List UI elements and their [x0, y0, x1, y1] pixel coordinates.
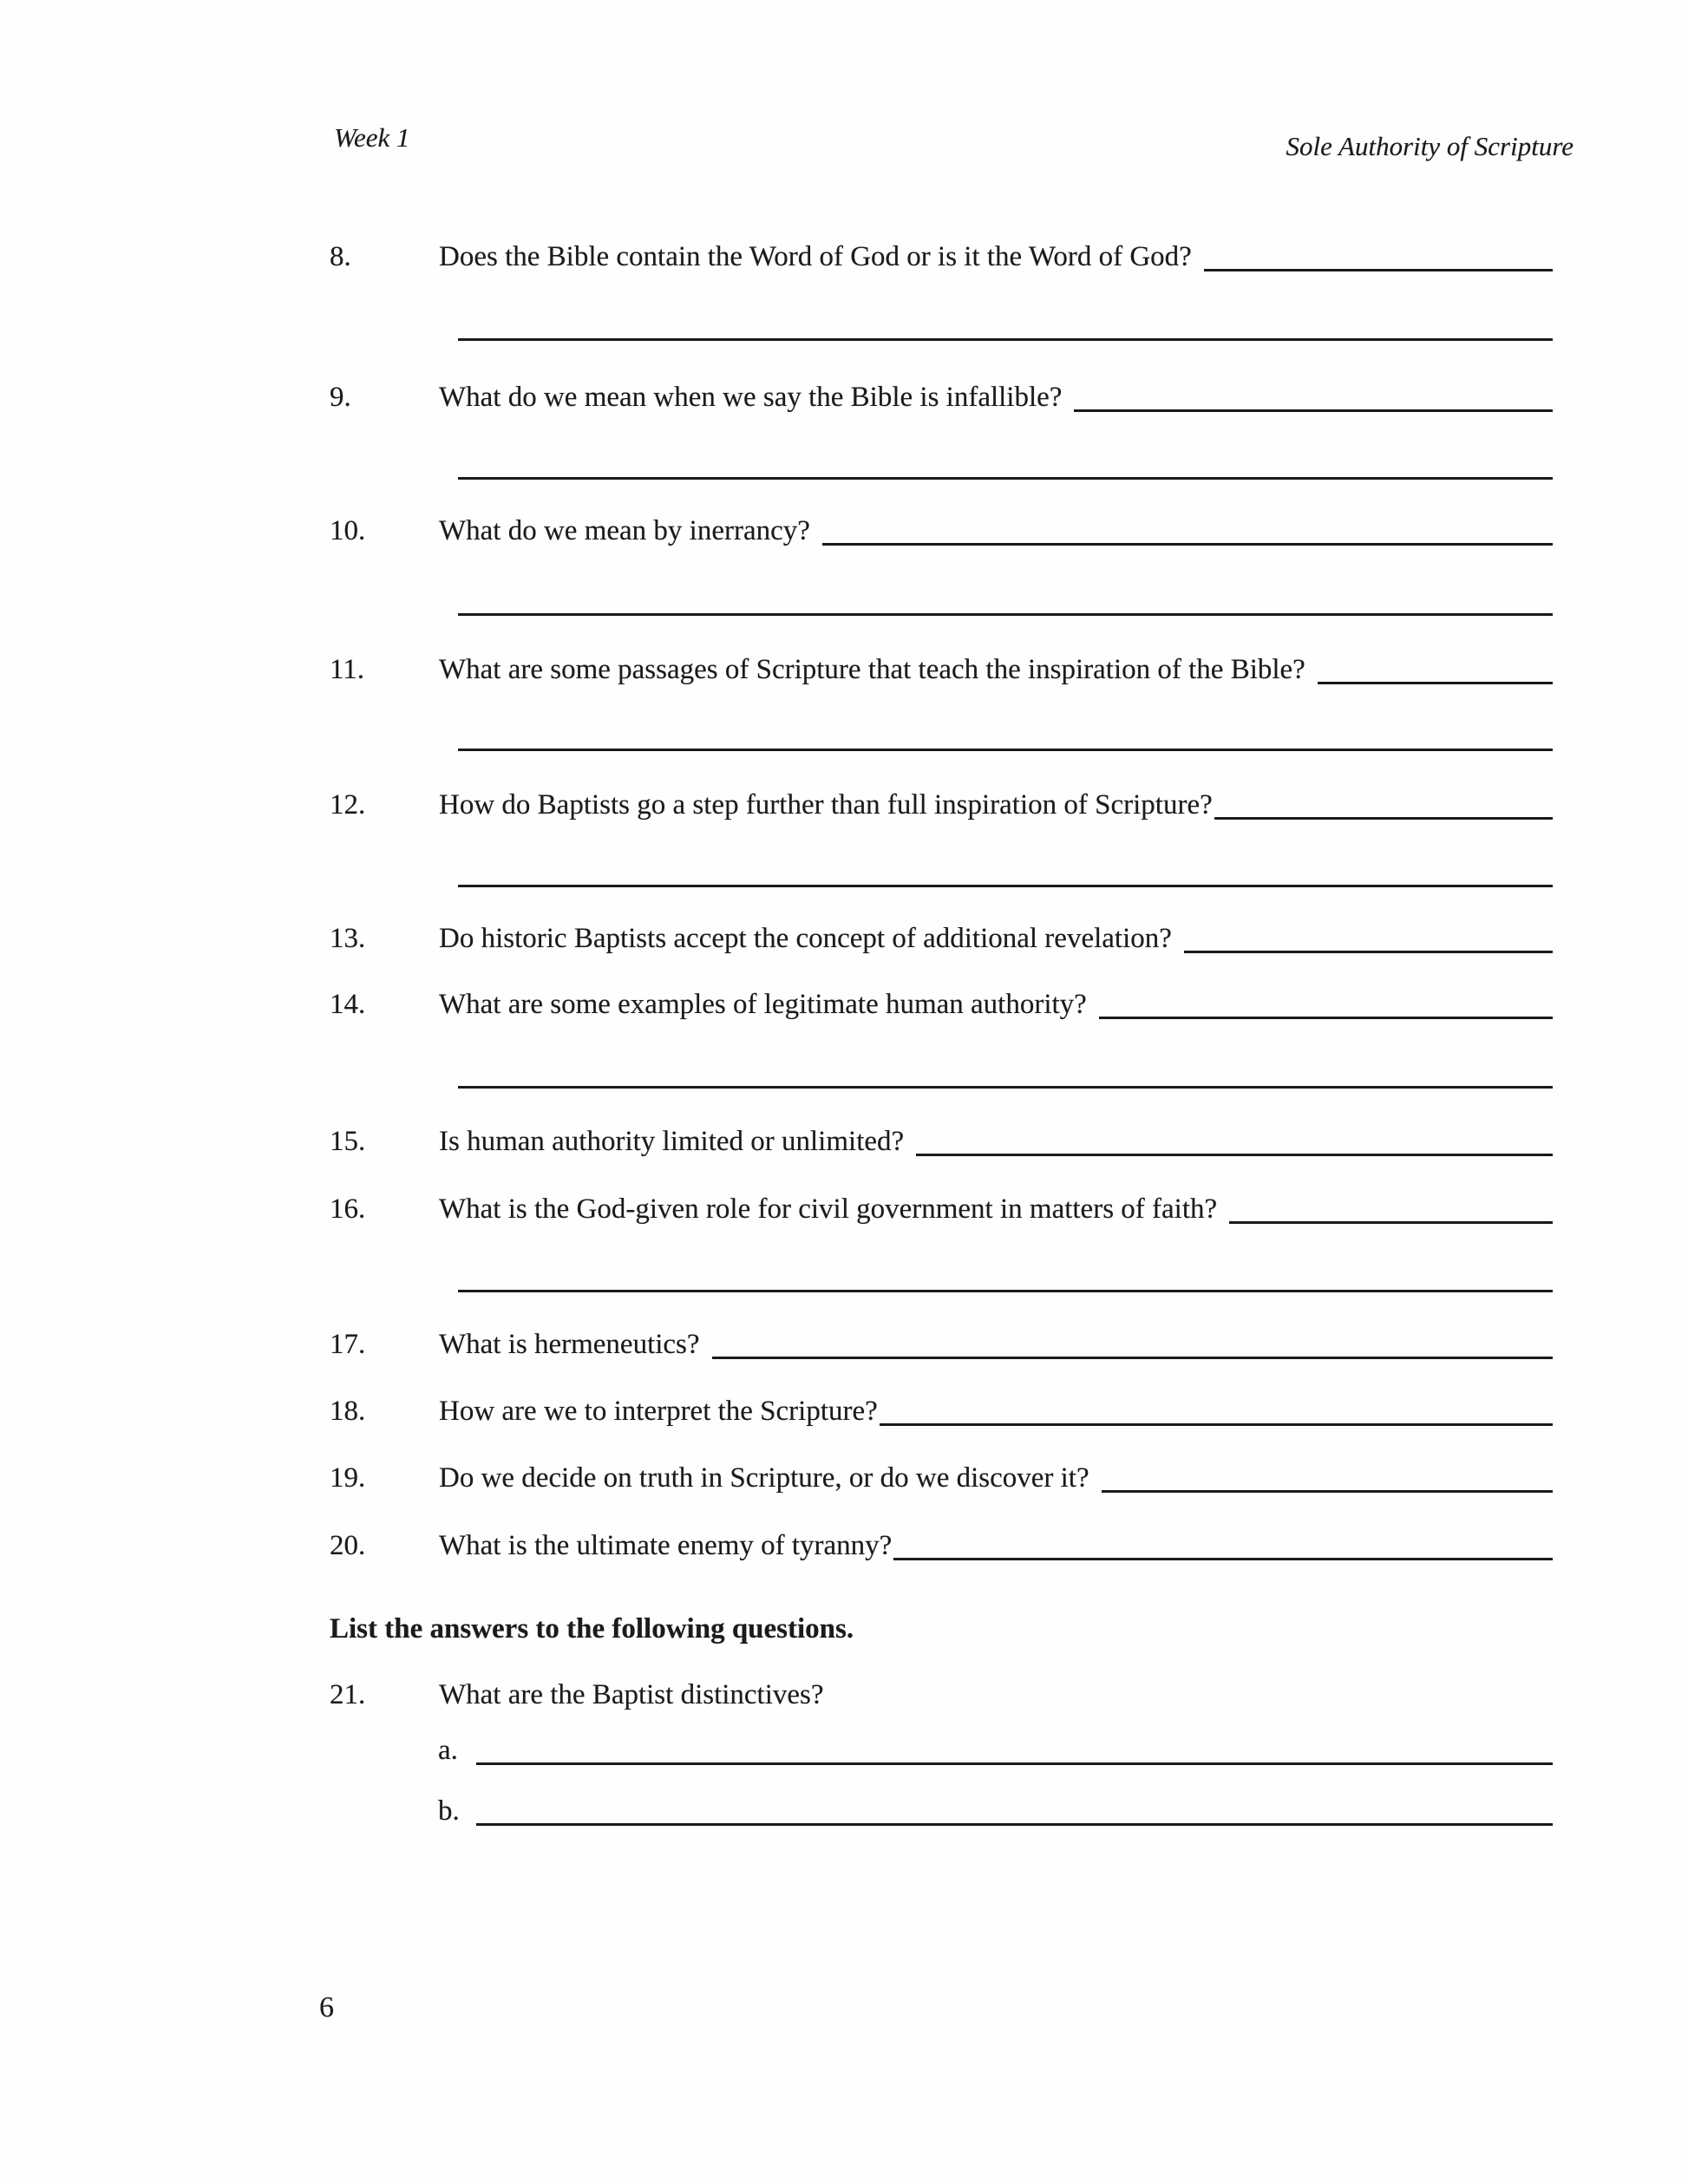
question-number: 10.	[330, 515, 366, 546]
question-17	[330, 1327, 1553, 1362]
answer-line	[458, 338, 1553, 341]
question-number: 8.	[330, 241, 351, 272]
question-19	[330, 1461, 1553, 1495]
sub-answer-b	[438, 1794, 1553, 1828]
question-12	[330, 788, 1553, 822]
question-8	[330, 239, 1553, 274]
question-text: What do we mean by inerrancy?	[439, 515, 810, 546]
answer-blank	[712, 1327, 1553, 1359]
question-number: 13.	[330, 923, 366, 954]
question-text: What are the Baptist distinctives?	[439, 1679, 824, 1710]
question-11	[330, 652, 1553, 687]
answer-blank	[1184, 921, 1553, 953]
answer-line	[458, 613, 1553, 616]
question-text: How do Baptists go a step further than full inspiration of Scripture?	[439, 789, 1213, 821]
question-20	[330, 1528, 1553, 1563]
answer-blank	[893, 1528, 1553, 1560]
question-18	[330, 1394, 1553, 1429]
question-15	[330, 1124, 1553, 1159]
question-text: What do we mean when we say the Bible is infallible?	[439, 382, 1063, 413]
answer-line	[458, 885, 1553, 887]
question-21	[330, 1677, 1553, 1712]
answer-blank	[822, 513, 1553, 546]
sub-answer-label: a.	[438, 1735, 458, 1766]
document-title: Sole Authority of Scripture	[1286, 131, 1574, 161]
week-label: Week 1	[334, 122, 410, 153]
answer-line	[458, 749, 1553, 751]
question-text: Do historic Baptists accept the concept of additional revelation?	[439, 923, 1172, 954]
answer-blank	[1214, 788, 1553, 820]
answer-blank	[1102, 1461, 1553, 1493]
question-text: Do we decide on truth in Scripture, or do we discover it?	[439, 1462, 1089, 1494]
question-number: 21.	[330, 1679, 366, 1710]
question-number: 17.	[330, 1329, 366, 1360]
answer-blank	[1229, 1192, 1553, 1224]
question-text: What is the God-given role for civil government in matters of faith?	[439, 1193, 1218, 1225]
answer-line	[458, 1290, 1553, 1292]
answer-blank	[476, 1733, 1553, 1765]
answer-blank	[1318, 652, 1553, 684]
question-text: How are we to interpret the Scripture?	[439, 1396, 878, 1427]
answer-line	[458, 1086, 1553, 1089]
question-number: 18.	[330, 1396, 366, 1427]
question-number: 12.	[330, 789, 366, 821]
answer-blank	[476, 1794, 1553, 1826]
question-9	[330, 380, 1553, 415]
question-10	[330, 513, 1553, 548]
question-text: What is hermeneutics?	[439, 1329, 700, 1360]
question-number: 20.	[330, 1530, 366, 1561]
question-text: Is human authority limited or unlimited?	[439, 1126, 905, 1157]
question-13	[330, 921, 1553, 956]
answer-blank	[916, 1124, 1553, 1156]
question-number: 9.	[330, 382, 351, 413]
question-text: What are some examples of legitimate human authority?	[439, 989, 1087, 1020]
question-number: 14.	[330, 989, 366, 1020]
page-number: 6	[319, 1991, 334, 2024]
question-16	[330, 1192, 1553, 1226]
sub-answer-a	[438, 1733, 1553, 1768]
question-number: 16.	[330, 1193, 366, 1225]
question-text: Does the Bible contain the Word of God or is it the Word of God?	[439, 241, 1192, 272]
question-text: What are some passages of Scripture that teach the inspiration of the Bible?	[439, 654, 1305, 685]
answer-blank	[880, 1394, 1553, 1426]
question-number: 19.	[330, 1462, 366, 1494]
question-14	[330, 987, 1553, 1022]
question-number: 15.	[330, 1126, 366, 1157]
answer-blank	[1204, 239, 1553, 271]
section-heading: List the answers to the following questions.	[330, 1613, 854, 1645]
sub-answer-label: b.	[438, 1795, 460, 1827]
answer-line	[458, 477, 1553, 480]
answer-blank	[1099, 987, 1553, 1019]
question-text: What is the ultimate enemy of tyranny?	[439, 1530, 893, 1561]
answer-blank	[1074, 380, 1553, 412]
question-number: 11.	[330, 654, 365, 685]
